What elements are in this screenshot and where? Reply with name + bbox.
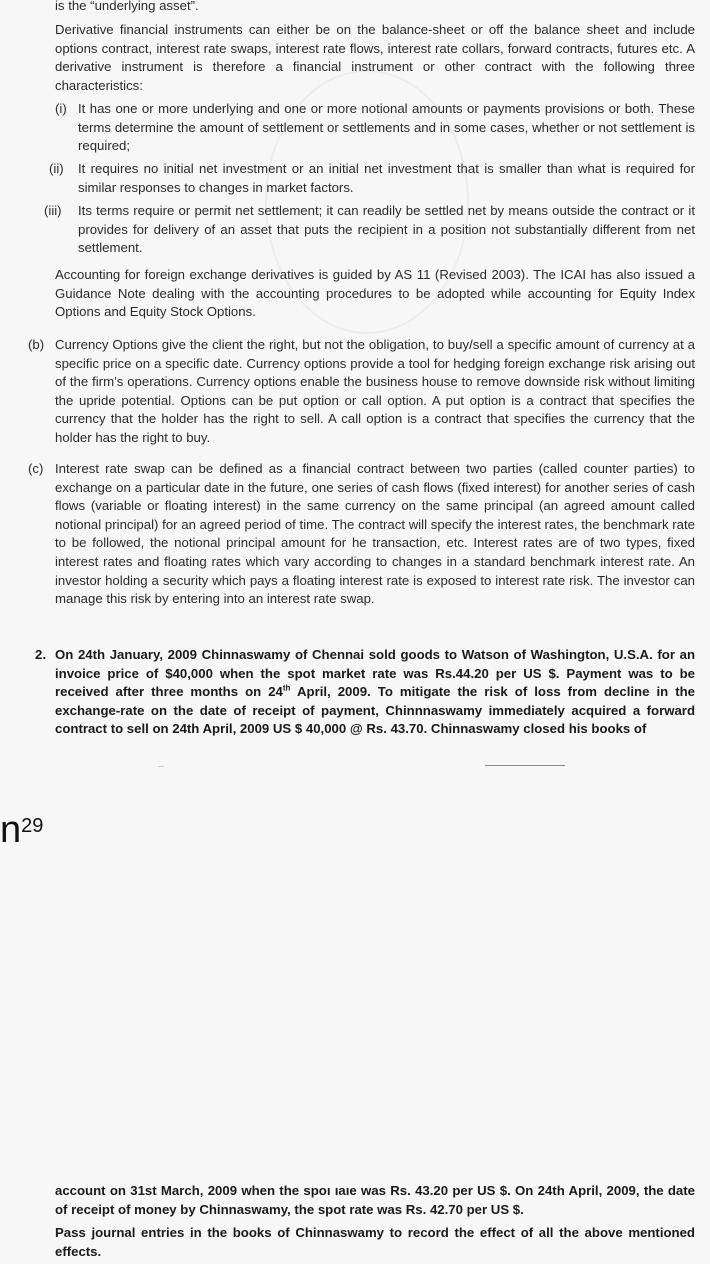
question-2-text <box>55 646 695 739</box>
scan-artifact-line-right <box>485 765 565 766</box>
question-2-label: 2. <box>35 647 46 662</box>
section-b-text: Currency Options give the client the right, but not the obligation, to buy/sell a specific amount of currency at a specific price on a specific date. Currency options provide a tool for hedging foreign exchange risk arising out of the firm’s operations. Currency options enable the business house to remove downside risk without limiting the upride potential. Options can be put option or call option. A put option is a contract that specifies the currency that the holder has the right to sell. A call option is a contract that specifies the currency that the holder has the right to buy. <box>55 337 695 445</box>
derivative-paragraph: Derivative financial instruments can either be on the balance-sheet or off the balance sheet and include options contract, interest rate swaps, interest rate flows, interest rate collars, forward contracts, futures etc. A derivative instrument is therefore a financial instrument or other contract with the following three characteristics: <box>55 22 695 93</box>
section-c-label: (c) <box>28 461 44 476</box>
item-label-ii: (ii) <box>49 161 64 176</box>
item-label-i: (i) <box>55 101 67 116</box>
item-text-ii: It requires no initial net investment or an initial net investment that is smaller than what is required for similar responses to changes in market factors. <box>78 161 695 195</box>
item-label-iii: (iii) <box>44 203 62 218</box>
scan-artifact-line-left <box>158 766 164 767</box>
item-text-iii: Its terms require or permit net settlement; it can readily be settled net by means outside the contract or it provides for delivery of an asset that puts the recipient in a position not substantially different from net settlement. <box>78 203 695 256</box>
question-2-instruction: Pass journal entries in the books of Chinnaswamy to record the effect of all the above mentioned effects. <box>55 1225 695 1259</box>
ordinal-suffix: th <box>282 683 291 693</box>
question-2-continued: account on 31st March, 2009 when the spoı ıaıe was Rs. 43.20 per US $. On 24th April, 2009, the date of receipt of money by Chinnaswamy, the spot rate was Rs. 42.70 per US $. <box>55 1183 695 1217</box>
page-number-sup: 29 <box>21 815 44 837</box>
underlying-asset-line: is the “underlying asset”. <box>55 0 199 13</box>
question-2-text-b: April, 2009. To mitigate the risk of loss from decline in the exchange-rate on the date of receipt of payment, Chinnnaswamy immediately acquired a forward contract to sell on 24th April, 2009 US $ 40,000 @ Rs. 43.70. Chinnaswamy closed his books of <box>55 684 695 737</box>
page-number-n: n <box>0 809 22 851</box>
section-b-label: (b) <box>28 337 45 352</box>
accounting-paragraph: Accounting for foreign exchange derivatives is guided by AS 11 (Revised 2003). The ICAI has also issued a Guidance Note dealing with the accounting procedures to be adopted while accounting for Equity Index Options and Equity Stock Options. <box>55 267 695 320</box>
section-c-text: Interest rate swap can be defined as a financial contract between two parties (called counter parties) to exchange on a particular date in the future, one series of cash flows (fixed interest) for another series of cash flows (variable or floating interest) in the same currency on the same principal (an agreed amount called notional principal) for an agreed period of time. The contract will specify the interest rates, the benchmark rate to be followed, the notional principal amount for he transaction, etc. Interest rates are of two types, fixed interest rates and floating rates which vary according to changes in a standard benchmark interest rate. An investor holding a security which pays a floating interest rate is exposed to interest rate risk. The investor can manage this risk by entering into an interest rate swap. <box>55 461 695 607</box>
question-2-text-a: On 24th January, 2009 Chinnaswamy of Chennai sold goods to Watson of Washington, U.S.A. for an invoice price of $40,000 when the spot market rate was Rs.44.20 per US $. Payment was to be received after three months on 24 <box>55 647 695 700</box>
item-text-i: It has one or more underlying and one or more notional amounts or payments provisions or both. These terms determine the amount of settlement or settlements and in some cases, whether or not settlement is required; <box>78 101 695 154</box>
page-number <box>0 808 43 852</box>
